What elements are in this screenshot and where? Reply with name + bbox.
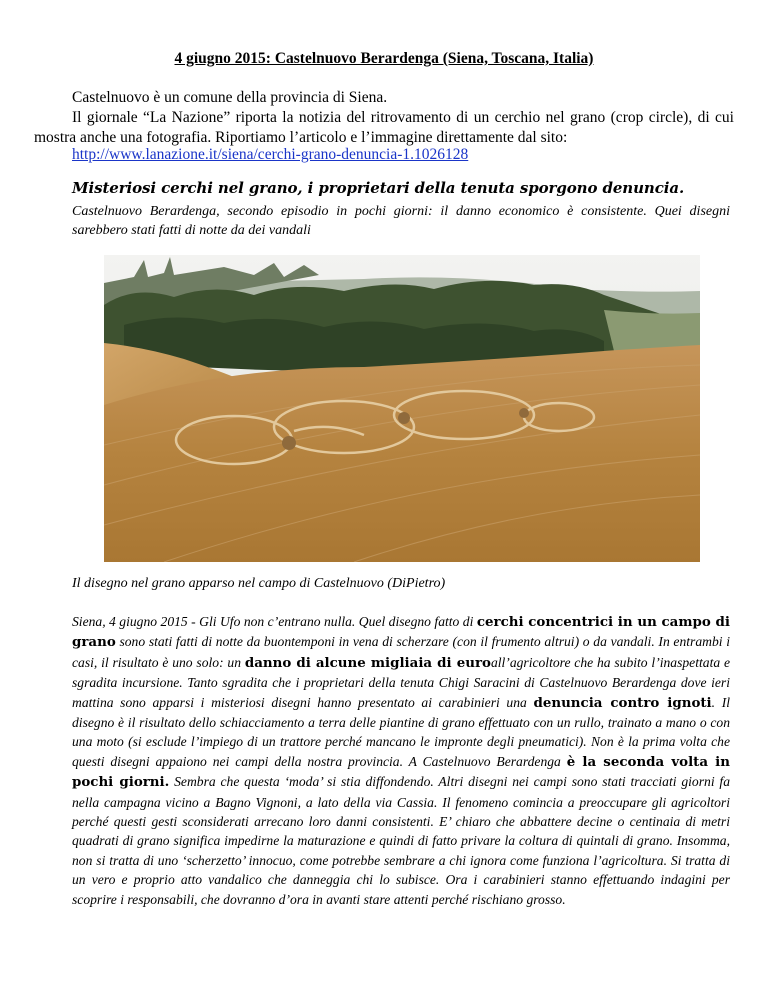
article-text: . Il disegno è il risultato dello schiacciamento a terra delle piantine di grano effettuato con un rullo, trainato a mano o con una moto (si esclude l’impiego di un trattore perché mancano le impronte degli pneumatici). Non è la prima volta che questi disegni appaiono nei campi della nostra provincia. A Castelnuovo Berardenga [72, 694, 730, 769]
article-text: sono stati fatti di notte da buontemponi in vena di scherzare (con il frumento altrui) o da vandali. In entrambi i casi, il risultato è uno solo: un [72, 634, 730, 670]
article-body [72, 612, 730, 909]
article-emphasis: cerchi concentrici in un campo di grano [72, 614, 730, 651]
article-emphasis: è la seconda volta in pochi giorni. [72, 753, 730, 791]
article-text: all’agricoltore che ha subito l’inaspettata e sgradita incursione. Tanto sgradita che i proprietari della tenuta Chigi Saracini di Castelnuovo Berardenga dove ieri mattina sono apparsi i misteriosi disegni hanno presentato ai carabinieri una [72, 654, 730, 710]
intro-paragraph-1: Castelnuovo è un comune della provincia di Siena. [72, 89, 388, 106]
article-headline: Misteriosi cerchi nel grano, i proprietari della tenuta sporgono denuncia. [72, 179, 685, 197]
crop-circle-photo [104, 255, 700, 562]
article-text: Sembra che questa ‘moda’ si stia diffondendo. Altri disegni nei campi sono stati tracciati giorni fa nella campagna vicino a Bagno Vignoni, a lato della via Cassia. Il fenomeno comincia a preoccupare gli agricoltori perché questi gesti sconsiderati arrecano loro danni consistenti. E’ chiaro che abbattere decine o centinaia di metri quadrati di grano significa impedirne la maturazione e quindi di fatto privare la coltura di quintali di grano. Insomma, non si tratta di uno ‘scherzetto’ innocuo, come potrebbe sembrare a chi ignora come funziona l’agricoltura. Si tratta di un vero e proprio atto vandalico che danneggia chi lo subisce. Ora i carabinieri stanno effettuando indagini per scoprire i responsabili, che dovranno d’ora in avanti stare attenti perché rischiano grosso. [72, 774, 730, 907]
article-emphasis: denuncia contro ignoti [533, 694, 712, 711]
document-title: 4 giugno 2015: Castelnuovo Berardenga (Siena, Toscana, Italia) [174, 50, 594, 67]
intro-paragraph-2: Il giornale “La Nazione” riporta la notizia del ritrovamento di un cerchio nel grano (crop circle), di cui mostra anche una fotografia. Riportiamo l’articolo e l’immagine direttamente dal sito: [34, 109, 734, 146]
article-subheadline: Castelnuovo Berardenga, secondo episodio in pochi giorni: il danno economico è consistente. Quei disegni sarebbero stati fatti di notte da dei vandali [72, 204, 730, 238]
article-text: Siena, 4 giugno 2015 - Gli Ufo non c’entrano nulla. Quel disegno fatto di [72, 614, 477, 629]
source-link[interactable]: http://www.lanazione.it/siena/cerchi-grano-denuncia-1.1026128 [72, 146, 469, 163]
article-emphasis: danno di alcune migliaia di euro [244, 654, 491, 671]
photo-caption: Il disegno nel grano apparso nel campo di Castelnuovo (DiPietro) [72, 576, 446, 591]
